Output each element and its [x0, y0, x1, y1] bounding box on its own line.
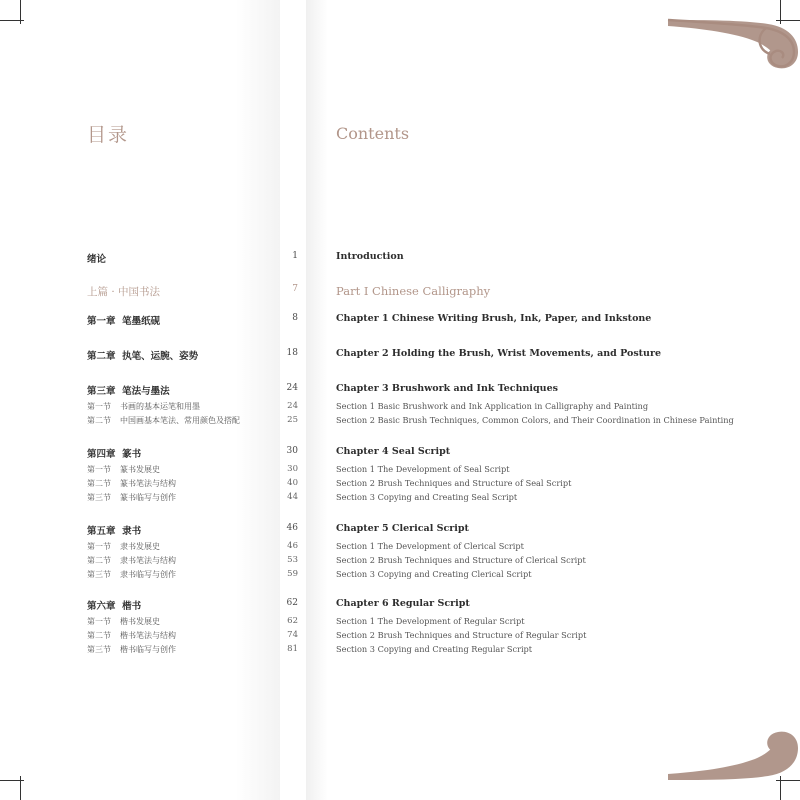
toc-entry-cn: 第五章 隶书: [87, 526, 142, 537]
page-shadow-band: [236, 0, 280, 800]
toc-entry-cn: 第一节 篆书发展史: [87, 465, 160, 474]
toc-entry-en: Section 3 Copying and Creating Seal Script: [336, 492, 518, 502]
toc-page-number: 25: [287, 415, 298, 425]
page-title-cn: 目录: [87, 124, 130, 146]
toc-page-number: 40: [287, 478, 298, 488]
toc-chapter-entry[interactable]: [0, 523, 800, 539]
toc-page-number: 62: [286, 598, 298, 608]
toc-page-number: 1: [292, 251, 298, 261]
toc-page-number: 81: [287, 644, 298, 654]
toc-entry-cn: 第一节 楷书发展史: [87, 617, 160, 626]
crop-mark: [20, 776, 21, 800]
toc-entry-en: Section 3 Copying and Creating Regular Script: [336, 644, 533, 654]
toc-page-number: 44: [287, 492, 298, 502]
toc-chapter-entry[interactable]: [0, 383, 800, 399]
toc-entry-en: Part I Chinese Calligraphy: [336, 284, 491, 298]
toc-entry-cn: 第二节 篆书笔法与结构: [87, 479, 176, 488]
page-title-en: Contents: [336, 124, 410, 143]
toc-page-number: 24: [287, 401, 298, 411]
toc-page-number: 46: [287, 541, 298, 551]
toc-page-number: 59: [287, 569, 298, 579]
toc-entry-cn: 第二节 楷书笔法与结构: [87, 631, 176, 640]
toc-entry-cn: 第二节 中国画基本笔法、常用颜色及搭配: [87, 416, 240, 425]
toc-entry-en: Chapter 6 Regular Script: [336, 598, 470, 609]
toc-page-number: 7: [292, 284, 298, 294]
toc-page-number: 8: [292, 313, 298, 323]
toc-page-number: 30: [286, 446, 298, 456]
toc-entry-en: Chapter 2 Holding the Brush, Wrist Movements, and Posture: [336, 348, 662, 359]
toc-page-number: 74: [287, 630, 298, 640]
toc-entry-en: Section 1 The Development of Regular Script: [336, 616, 525, 626]
toc-entry-en: Section 3 Copying and Creating Clerical Script: [336, 569, 532, 579]
cloud-scroll-ornament-icon: [660, 14, 800, 70]
toc-page-number: 53: [287, 555, 298, 565]
toc-entry-en: Chapter 5 Clerical Script: [336, 523, 469, 534]
crop-mark: [20, 0, 21, 24]
toc-entry-cn: 第二节 隶书笔法与结构: [87, 556, 176, 565]
toc-section-entry[interactable]: [0, 569, 800, 585]
toc-entry-cn: 第三节 楷书临写与创作: [87, 645, 176, 654]
toc-entry-en: Section 2 Brush Techniques and Structure of Regular Script: [336, 630, 587, 640]
toc-entry-cn: 第一节 隶书发展史: [87, 542, 160, 551]
toc-chapter-entry[interactable]: [0, 348, 800, 364]
toc-entry-cn: 第四章 篆书: [87, 449, 142, 460]
page-shadow-band: [306, 0, 328, 800]
toc-chapter-entry[interactable]: [0, 313, 800, 329]
toc-section-entry[interactable]: [0, 415, 800, 431]
toc-page-number: 62: [287, 616, 298, 626]
toc-entry-en: Section 2 Basic Brush Techniques, Common Colors, and Their Coordination in Chinese Painting: [336, 415, 734, 425]
toc-entry-cn: 第三节 篆书临写与创作: [87, 493, 176, 502]
toc-entry-cn: 绪论: [87, 254, 107, 265]
toc-entry-en: Section 2 Brush Techniques and Structure of Clerical Script: [336, 555, 586, 565]
toc-entry-cn: 第二章 执笔、运腕、姿势: [87, 351, 199, 362]
toc-entry-en: Section 1 Basic Brushwork and Ink Application in Calligraphy and Painting: [336, 401, 649, 411]
toc-page-number: 24: [286, 383, 298, 393]
toc-page-number: 30: [287, 464, 298, 474]
toc-page-number: 46: [286, 523, 298, 533]
toc-entry-en: Section 2 Brush Techniques and Structure of Seal Script: [336, 478, 572, 488]
toc-part-entry[interactable]: [0, 284, 800, 300]
toc-entry-en: Chapter 3 Brushwork and Ink Techniques: [336, 383, 558, 394]
toc-entry[interactable]: [0, 251, 800, 267]
toc-entry-cn: 上篇 · 中国书法: [87, 286, 161, 298]
toc-entry-en: Section 1 The Development of Clerical Script: [336, 541, 524, 551]
toc-section-entry[interactable]: [0, 644, 800, 660]
toc-entry-en: Introduction: [336, 251, 404, 262]
toc-entry-en: Chapter 1 Chinese Writing Brush, Ink, Paper, and Inkstone: [336, 313, 652, 324]
toc-entry-cn: 第一章 笔墨纸砚: [87, 316, 161, 327]
cloud-scroll-ornament-icon: [660, 730, 800, 786]
toc-section-entry[interactable]: [0, 492, 800, 508]
toc-entry-cn: 第三章 笔法与墨法: [87, 386, 170, 397]
toc-entry-en: Section 1 The Development of Seal Script: [336, 464, 510, 474]
toc-entry-en: Chapter 4 Seal Script: [336, 446, 451, 457]
toc-chapter-entry[interactable]: [0, 446, 800, 462]
toc-chapter-entry[interactable]: [0, 598, 800, 614]
toc-entry-cn: 第三节 隶书临写与创作: [87, 570, 176, 579]
toc-entry-cn: 第六章 楷书: [87, 601, 142, 612]
toc-page-number: 18: [286, 348, 298, 358]
toc-entry-cn: 第一节 书画的基本运笔和用墨: [87, 402, 200, 411]
